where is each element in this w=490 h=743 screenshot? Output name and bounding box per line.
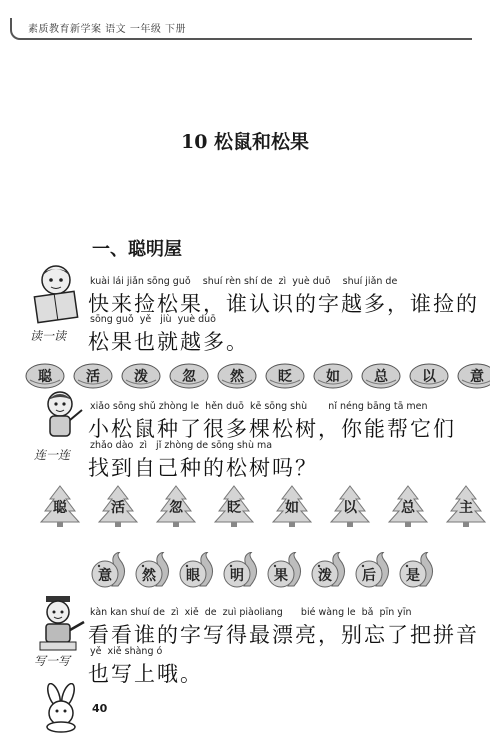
squirrel-character: 是 xyxy=(406,568,420,584)
pine-cone-card xyxy=(408,362,450,390)
boy-pointing-icon xyxy=(36,388,84,444)
card-character: 如 xyxy=(326,369,340,385)
pine-cone-card xyxy=(120,362,162,390)
write-pinyin-2: yě xiě shàng ó xyxy=(90,646,163,657)
read-line-2: 松果也就越多。 xyxy=(88,330,249,354)
card-character: 活 xyxy=(86,369,100,385)
card-character: 意 xyxy=(470,369,484,385)
squirrel-character: 果 xyxy=(274,568,288,584)
squirrel-card[interactable] xyxy=(134,552,172,590)
read-pinyin-1: kuài lái jiǎn sōng guǒ shuí rèn shí de zì yuè duō shuí jiǎn de xyxy=(90,276,398,287)
squirrel-card[interactable] xyxy=(266,552,304,590)
card-character: 然 xyxy=(230,369,244,385)
pine-tree-card[interactable] xyxy=(387,485,429,527)
read-line-1: 快来捡松果，谁认识的字越多，谁捡的 xyxy=(88,292,479,316)
connect-label: 连一连 xyxy=(34,448,71,462)
pine-tree-card[interactable] xyxy=(39,485,81,527)
squirrel-card[interactable] xyxy=(354,552,392,590)
pine-tree-card[interactable] xyxy=(213,485,255,527)
tree-character: 眨 xyxy=(227,500,241,516)
pine-tree-card[interactable] xyxy=(97,485,139,527)
squirrel-card[interactable] xyxy=(178,552,216,590)
pine-tree-row xyxy=(18,485,490,527)
pine-cone-card-row xyxy=(16,362,490,390)
squirrel-character: 意 xyxy=(98,568,112,584)
running-header: 素质教育新学案 语文 一年级 下册 xyxy=(28,24,187,35)
pine-cone-card xyxy=(24,362,66,390)
squirrel-card[interactable] xyxy=(398,552,436,590)
write-label: 写一写 xyxy=(34,654,71,668)
pine-cone-card xyxy=(264,362,306,390)
squirrel-card[interactable] xyxy=(90,552,128,590)
connect-line-2: 找到自己种的松树吗？ xyxy=(88,456,318,480)
card-character: 泼 xyxy=(134,369,148,385)
page-number: 40 xyxy=(92,702,108,715)
connect-pinyin-1: xiǎo sōng shǔ zhòng le hěn duō kē sōng shù nǐ néng bāng tā men xyxy=(90,401,428,412)
squirrel-character: 然 xyxy=(142,568,156,584)
connect-line-1: 小松鼠种了很多棵松树，你能帮它们 xyxy=(88,417,456,441)
pine-cone-card xyxy=(360,362,402,390)
read-pinyin-2: sōng guǒ yě jiù yuè duō xyxy=(90,314,216,325)
squirrel-card[interactable] xyxy=(222,552,260,590)
squirrel-character: 眼 xyxy=(186,568,200,584)
boy-reading-icon xyxy=(28,262,84,324)
pine-tree-card[interactable] xyxy=(155,485,197,527)
squirrel-character: 泼 xyxy=(318,568,332,584)
tree-character: 主 xyxy=(459,500,473,516)
tree-character: 忽 xyxy=(169,500,183,516)
pine-cone-card xyxy=(168,362,210,390)
rabbit-icon xyxy=(36,683,86,733)
read-label: 读一读 xyxy=(30,329,67,343)
write-line-2: 也写上哦。 xyxy=(88,662,203,686)
pine-tree-card[interactable] xyxy=(329,485,371,527)
card-character: 聪 xyxy=(38,369,52,385)
pine-cone-card xyxy=(312,362,354,390)
card-character: 眨 xyxy=(278,369,292,385)
squirrel-card[interactable] xyxy=(310,552,348,590)
section-title: 一、聪明屋 xyxy=(92,239,182,260)
card-character: 以 xyxy=(422,369,436,385)
tree-character: 聪 xyxy=(53,500,67,516)
pine-tree-card[interactable] xyxy=(271,485,313,527)
squirrel-character: 后 xyxy=(362,568,376,584)
card-character: 总 xyxy=(374,369,388,385)
pine-cone-card xyxy=(72,362,114,390)
squirrel-card-row xyxy=(18,552,490,590)
tree-character: 活 xyxy=(111,500,125,516)
connect-pinyin-2: zhǎo dào zì jǐ zhòng de sōng shù ma xyxy=(90,440,273,451)
pine-cone-card xyxy=(216,362,258,390)
tree-character: 以 xyxy=(343,500,357,516)
tree-character: 如 xyxy=(285,500,299,516)
card-character: 忽 xyxy=(182,369,196,385)
pine-tree-card[interactable] xyxy=(445,485,487,527)
lesson-title: 10 松鼠和松果 xyxy=(180,131,310,153)
write-line-1: 看看谁的字写得最漂亮，别忘了把拼音 xyxy=(88,623,479,647)
squirrel-character: 明 xyxy=(230,568,244,584)
write-pinyin-1: kàn kan shuí de zì xiě de zuì piàoliang bié wàng le bǎ pīn yīn xyxy=(90,607,412,618)
tree-character: 总 xyxy=(401,500,415,516)
boy-writing-icon xyxy=(30,594,86,652)
pine-cone-card xyxy=(456,362,490,390)
